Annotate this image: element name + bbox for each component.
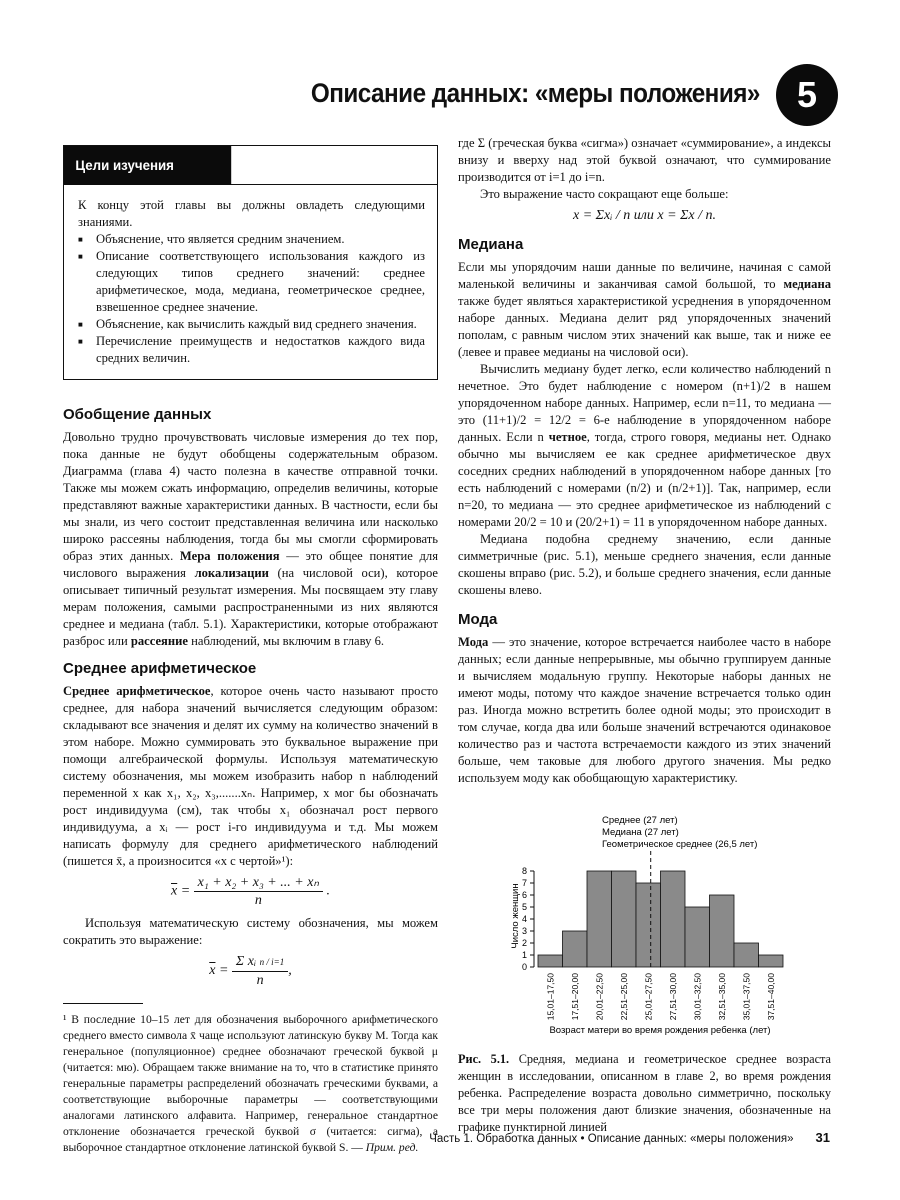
y-tick-label: 3 [521,926,527,936]
y-tick-label: 4 [521,914,527,924]
x-axis-label: Возраст матери во время рождения ребенка (лет) [549,1025,771,1036]
histogram-bar [538,955,563,967]
right-column [458,135,831,1136]
x-tick-label: 15,01–17,50 [545,973,556,1021]
term-mean: Среднее арифметическое [63,684,211,698]
y-tick-label: 2 [521,938,527,948]
histogram-bar [661,871,686,967]
chart-annotation: Медиана (27 лет) [602,827,679,838]
term-mode: Мода [458,635,489,649]
histogram-bar [685,907,710,967]
x-tick-label: 20,01–22,50 [594,973,605,1021]
histogram-bar [734,943,759,967]
footnote-divider [63,1003,143,1004]
footnote: ¹ В последние 10–15 лет для обозначения выборочного арифметического среднего вместо символа x̄ чаще используют латинскую букву M. Тогда как генеральное (популяционное) среднее обозначают греческой буквой μ (читается: мю). Обращаем также внимание на то, что в статистике принято генеральные параметры распределений обозначать греческими буквами, а соответствующие выборочные параметры — соответствующими аналогами латинского алфавита. Например, генеральное стандартное отклонение обозначается греческой буквой σ (читается: сигма), а выборочное стандартное отклонение латинской буквой S. — Прим. ред. [63,1013,438,1154]
x-tick-label: 25,01–27,50 [643,973,654,1021]
x-tick-label: 35,01–37,50 [741,973,752,1021]
learning-goals-intro: К концу этой главы вы должны овладеть следующими знаниями. [78,198,425,229]
x-tick-label: 27,51–30,00 [667,973,678,1021]
page-number: 31 [815,1130,830,1145]
chart-annotation: Среднее (27 лет) [602,815,678,826]
y-tick-label: 6 [521,890,527,900]
section-heading-median: Медиана [458,236,524,253]
histogram-bar [759,955,784,967]
x-tick-label: 32,51–35,00 [716,973,727,1021]
x-tick-label: 37,51–40,00 [765,973,776,1021]
figure-label: Рис. 5.1. [458,1052,510,1066]
figure-caption: Рис. 5.1. Средняя, медиана и геометрическое среднее возраста женщин в исследовании, описанном в главе 2, во время рождения ребенка. Распределение возраста довольно симметрично, поскольку все три меры положения дают близкие значения, обозначенные на графике пунктирной линией [458,1052,832,1134]
histogram-bar [563,931,588,967]
learning-goals-body [64,184,437,379]
list-item: ■ Объяснение, что является средним значением. [78,231,425,248]
left-column [63,145,438,1156]
formula-mean-short: x = Σxᵢ / n или x = Σx / n. [573,208,716,223]
histogram-figure [458,811,831,1041]
mean-paragraph: Среднее арифметическое, которое очень часто называют просто среднее, для набора значений вычисляется следующим образом: складывают все значения и делят их сумму на количество значений в этом наборе. Можно суммировать это буквальное выражение при помощи алгебраической формулы. Используя математическую систему обозначения, мы можем изобразить набор n наблюдений переменной x как x₁, x₂, x₃,.......xₙ. Например, x мог бы обозначать рост индивидуума (см), так чтобы x₁ обозначал рост первого индивидуума, а xᵢ — рост i-го индивидуума и т.д. Мы можем написать формулу для среднего арифметического наблюдений (пишется x̄, а произносится «x с чертой»¹): [63,684,438,868]
learning-goals-heading: Цели изучения [64,146,231,185]
section-heading-mode: Мода [458,611,498,628]
y-tick-label: 8 [521,866,527,876]
x-tick-label: 22,51–25,00 [618,973,629,1021]
term-median: медиана [783,277,831,291]
list-item: ■ Перечисление преимуществ и недостатков каждого вида средних величин. [78,333,425,367]
histogram-bar [636,883,661,967]
section-heading-mean: Среднее арифметическое [63,660,257,677]
term-localization: локализации [194,566,269,580]
mean-paragraph-2: Используя математическую систему обозначения, мы можем сократить это выражение: [63,916,438,947]
y-tick-label: 7 [521,878,527,888]
y-axis-label: Число женщин [510,883,521,949]
formula-mean-sigma: $\overline{x}$ = $\frac{\text{Σ xᵢ n / i=1}}{n}$ , [209,954,292,988]
sigma-explanation: где Σ (греческая буква «сигма») означает «суммирование», а индексы внизу и вверху над этой буквой означают, что суммирование производится от i=1 до i=n. [458,136,831,184]
list-item: ■ Описание соответствующего использования каждого из следующих типов среднего значений: среднее арифметическое, мода, медиана, геометрическое среднее, взвешенное среднее значение. [78,248,425,316]
median-paragraph-1: Если мы упорядочим наши данные по величине, начиная с самой маленькой величины и заканчивая самой большой, то медиана также будет являться характеристикой усреднения в упорядоченном наборе данных. Медиана делит ряд упорядоченных значений пополам, с равным числом этих значений как выше, так и ниже ее (левее и правее медианы на числовой оси). [458,260,831,359]
list-item: ■ Объяснение, как вычислить каждый вид среднего значения. [78,316,425,333]
histogram-bar [710,895,735,967]
term-location: Мера положения [179,549,280,563]
page-footer [429,1130,830,1145]
histogram-bar [612,871,637,967]
chapter-number-badge: 5 [776,64,838,126]
mode-paragraph: Мода — это значение, которое встречается наиболее часто в наборе данных; если данные непрерывные, мы обычно группируем данные и вычисляем модальную группу. Некоторые наборы данных не имеют моды, потому что каждое значение встречается только один раз. Иногда можно встретить более одной моды; это происходит в том случае, когда два или больше значений встречаются одинаковое количество раз и частота встречаемости каждого из этих значений больше, чем таковые для любого другого значения. Мы редко используем моду как обобщающую характеристику. [458,635,831,785]
section-heading-summary: Обобщение данных [63,406,212,423]
learning-goals-list [78,231,425,367]
formula-mean-full: $\overline{x}$ = $\frac{\text{x₁ + x₂ + x₃ + ... + xₙ}}{n}$ . [171,875,330,908]
chapter-title: Описание данных: «меры положения» [311,78,760,108]
y-tick-label: 1 [521,950,527,960]
histogram-chart [458,811,831,1041]
x-tick-label: 30,01–32,50 [692,973,703,1021]
median-paragraph-2: Вычислить медиану будет легко, если количество наблюдений n нечетное. Это будет наблюдение с номером (n+1)/2 в нашем упорядоченном наборе данных. Например, если n=11, то медиана — это (11+1)/2 = 12/2 = 6-е наблюдение в упорядоченном наборе данных. Если n четное, тогда, строго говоря, медианы нет. Однако обычно мы вычисляем ее как среднее арифметическое двух соседних средних наблюдений в упорядоченном наборе данных [то есть наблюдений с номерами (n/2) и (n/2+1)]. Так, например, если n=20, то медиана — это среднее арифметическое из наблюдений с номерами 20/2 = 10 и (20/2+1) = 11 в упорядоченном наборе данных. [458,362,831,529]
term-dispersion: рассеяние [130,634,188,648]
summary-paragraph: Довольно трудно прочувствовать числовые измерения до тех пор, пока данные не будут обобщены содержательным образом. Диаграмма (глава 4) часто полезна в качестве отправной точки. Также мы можем сжать информацию, определив величины, которые представляют важные характеристики данных. В частности, если бы мы знали, из чего состоит представленная величина или насколько широко рассеяны наблюдения, тогда бы мы смогли сформировать образ этих данных. Мера положения — это общее понятие для числового выражения локализации (на числовой оси), которое описывает типичный результат измерения. Мы посвящаем эту главу мерам положения, самыми распространенными из них являются среднее и медиана (табл. 5.1). Характеристики, которые отображают разброс или рассеяние наблюдений, мы включим в главу 6. [63,430,439,648]
shorten-intro: Это выражение часто сокращают еще больше: [480,187,729,201]
footer-text: Часть 1. Обработка данных • Описание данных: «меры положения» [429,1133,794,1145]
y-tick-label: 0 [521,962,527,972]
y-tick-label: 5 [521,902,527,912]
median-paragraph-3: Медиана подобна среднему значению, если данные симметричные (рис. 5.1), меньше среднего значения, если данные скошены вправо (рис. 5.2), и больше среднего значения, если данные скошены влево. [458,532,831,597]
x-tick-label: 17,51–20,00 [569,973,580,1021]
histogram-bar [587,871,612,967]
chart-annotation: Геометрическое среднее (26,5 лет) [602,839,758,850]
term-even: четное [548,430,587,444]
learning-goals-box [63,145,438,380]
